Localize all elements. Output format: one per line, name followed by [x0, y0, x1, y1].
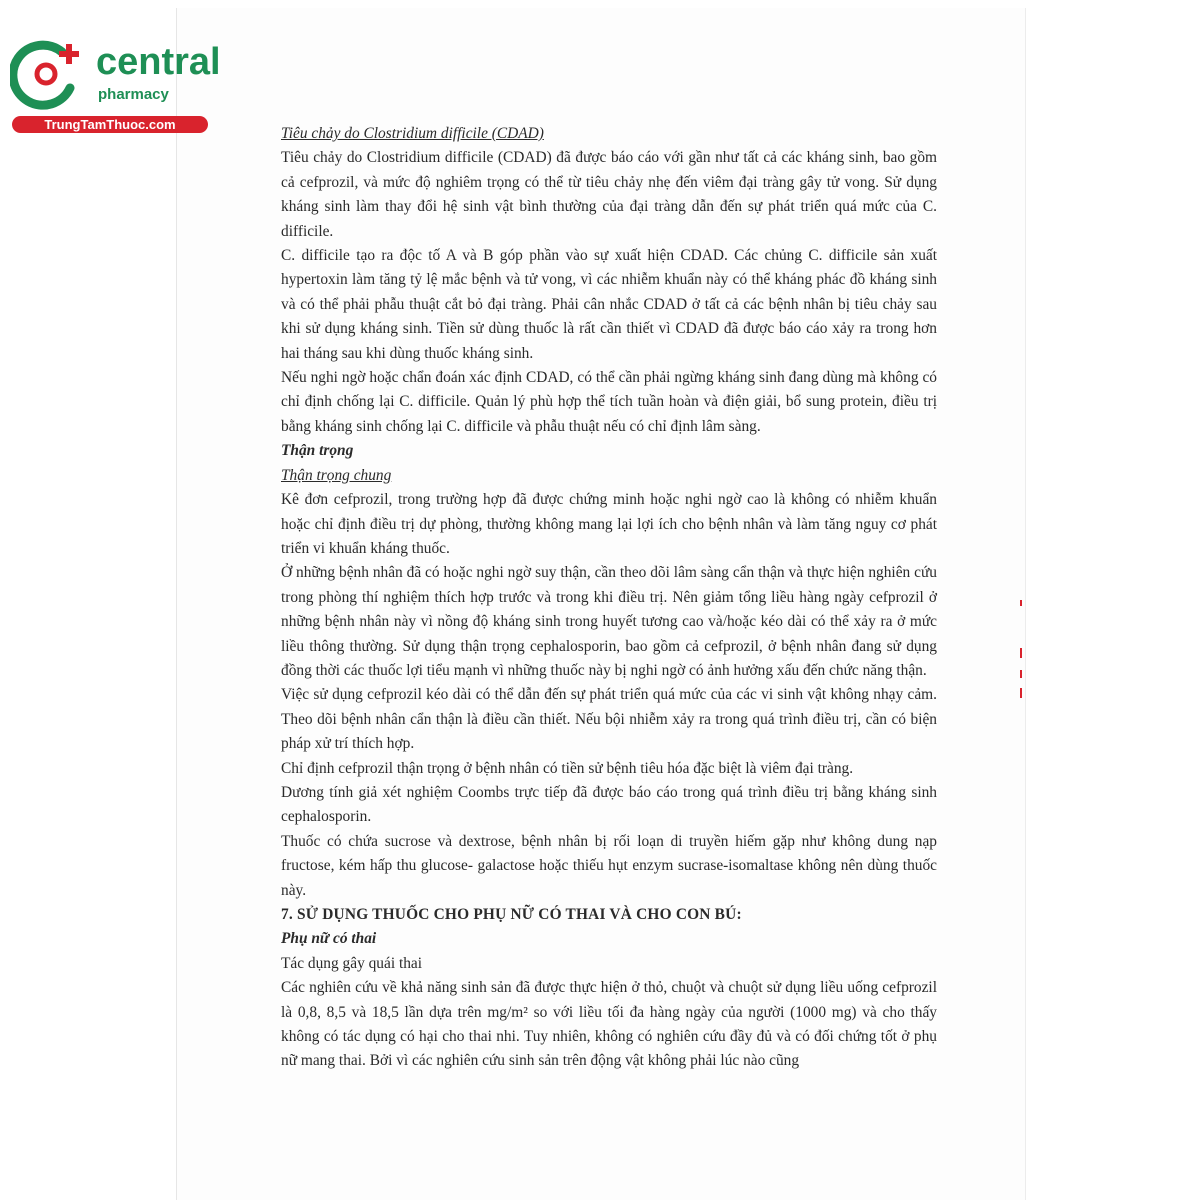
- general-precaution-heading: Thận trọng chung: [281, 466, 392, 484]
- paragraph-cdad-3: Nếu nghi ngờ hoặc chẩn đoán xác định CDAD, có thể cần phải ngừng kháng sinh đang dùng mà không có chỉ định chống lại C. difficile. Quản lý phù hợp thể tích tuần hoàn và điện giải, bổ sung protein, điều trị bằng kháng sinh chống lại C. difficile và phẫu thuật nếu có chỉ định lâm sàng.: [281, 369, 937, 435]
- brand-name: central: [96, 41, 221, 83]
- margin-marks: [1018, 600, 1024, 700]
- paragraph-precaution-5: Dương tính giả xét nghiệm Coombs trực tiếp đã được báo cáo trong quá trình điều trị bằng kháng sinh cephalosporin.: [281, 783, 937, 826]
- central-pharmacy-logo-icon: [10, 38, 88, 110]
- paragraph-precaution-1: Kê đơn cefprozil, trong trường hợp đã được chứng minh hoặc nghi ngờ cao là không có nhiễm khuẩn hoặc chỉ định điều trị dự phòng, thường không mang lại lợi ích cho bệnh nhân và làm tăng nguy cơ phát triển vi khuẩn kháng thuốc.: [281, 491, 937, 557]
- teratogenic-subheading: Tác dụng gây quái thai: [281, 954, 423, 972]
- brand-tagline: pharmacy: [98, 86, 169, 103]
- precaution-heading: Thận trọng: [281, 442, 354, 460]
- paragraph-precaution-3: Việc sử dụng cefprozil kéo dài có thể dẫn đến sự phát triển quá mức của các vi sinh vật không nhạy cảm. Theo dõi bệnh nhân cẩn thận là điều cần thiết. Nếu bội nhiễm xảy ra trong quá trình điều trị, cần có biện pháp xử trí thích hợp.: [281, 686, 937, 753]
- paragraph-precaution-6: Thuốc có chứa sucrose và dextrose, bệnh nhân bị rối loạn di truyền hiếm gặp như không dung nạp fructose, kém hấp thu glucose- galactose hoặc thiếu hụt enzym sucrase-isomaltase không nên dùng thuốc này.: [281, 832, 937, 899]
- paragraph-precaution-4: Chỉ định cefprozil thận trọng ở bệnh nhân có tiền sử bệnh tiêu hóa đặc biệt là viêm đại tràng.: [281, 759, 854, 777]
- cdad-heading: Tiêu chảy do Clostridium difficile (CDAD): [281, 125, 544, 142]
- paragraph-precaution-2: Ở những bệnh nhân đã có hoặc nghi ngờ suy thận, cần theo dõi lâm sàng cẩn thận và thực hiện nghiên cứu trong phòng thí nghiệm thích hợp trước và trong khi điều trị. Nên giảm tổng liều hàng ngày cefprozil ở những bệnh nhân này vì nồng độ kháng sinh trong huyết tương cao và/hoặc kéo dài có thể xảy ra ở mức liều thông thường. Sử dụng thận trọng cephalosporin, bao gồm cả cefprozil, ở bệnh nhân đang sử dụng đồng thời các thuốc lợi tiểu mạnh vì những thuốc này bị nghi ngờ có ảnh hưởng xấu đến chức năng thận.: [281, 564, 937, 679]
- brand-site-banner[interactable]: TrungTamThuoc.com: [12, 116, 208, 133]
- paragraph-cdad-1: Tiêu chảy do Clostridium difficile (CDAD) đã được báo cáo với gần như tất cả các kháng sinh, bao gồm cả cefprozil, và mức độ nghiêm trọng có thể từ tiêu chảy nhẹ đến viêm đại tràng gây tử vong. Sử dụng kháng sinh làm thay đổi hệ sinh vật bình thường của đại tràng dẫn đến sự phát triển quá mức của C. difficile.: [281, 149, 937, 240]
- document-body: [281, 122, 937, 1074]
- section-7-heading: 7. SỬ DỤNG THUỐC CHO PHỤ NỮ CÓ THAI VÀ CHO CON BÚ:: [281, 906, 742, 923]
- paragraph-cdad-2: C. difficile tạo ra độc tố A và B góp phần vào sự xuất hiện CDAD. Các chủng C. difficile sản xuất hypertoxin làm tăng tỷ lệ mắc bệnh và tử vong, vì các nhiễm khuẩn này có thể kháng phác đồ kháng sinh và có thể phải phẫu thuật cắt bỏ đại tràng. Phải cân nhắc CDAD ở tất cả các bệnh nhân bị tiêu chảy sau khi sử dụng kháng sinh. Tiền sử dùng thuốc là rất cần thiết vì CDAD đã được báo cáo xảy ra trong hơn hai tháng sau khi dùng thuốc kháng sinh.: [281, 247, 937, 362]
- brand-logo[interactable]: [10, 36, 220, 136]
- paragraph-pregnancy-1: Các nghiên cứu về khả năng sinh sản đã được thực hiện ở thỏ, chuột và chuột sử dụng liều uống cefprozil là 0,8, 8,5 và 18,5 lần dựa trên mg/m² so với liều tối đa hàng ngày của người (1000 mg) và cho thấy không có tác dụng có hại cho thai nhi. Tuy nhiên, không có nghiên cứu đầy đủ và có đối chứng tốt ở phụ nữ mang thai. Bởi vì các nghiên cứu sinh sản trên động vật không phải lúc nào cũng: [281, 979, 937, 1070]
- pregnant-heading: Phụ nữ có thai: [281, 930, 377, 948]
